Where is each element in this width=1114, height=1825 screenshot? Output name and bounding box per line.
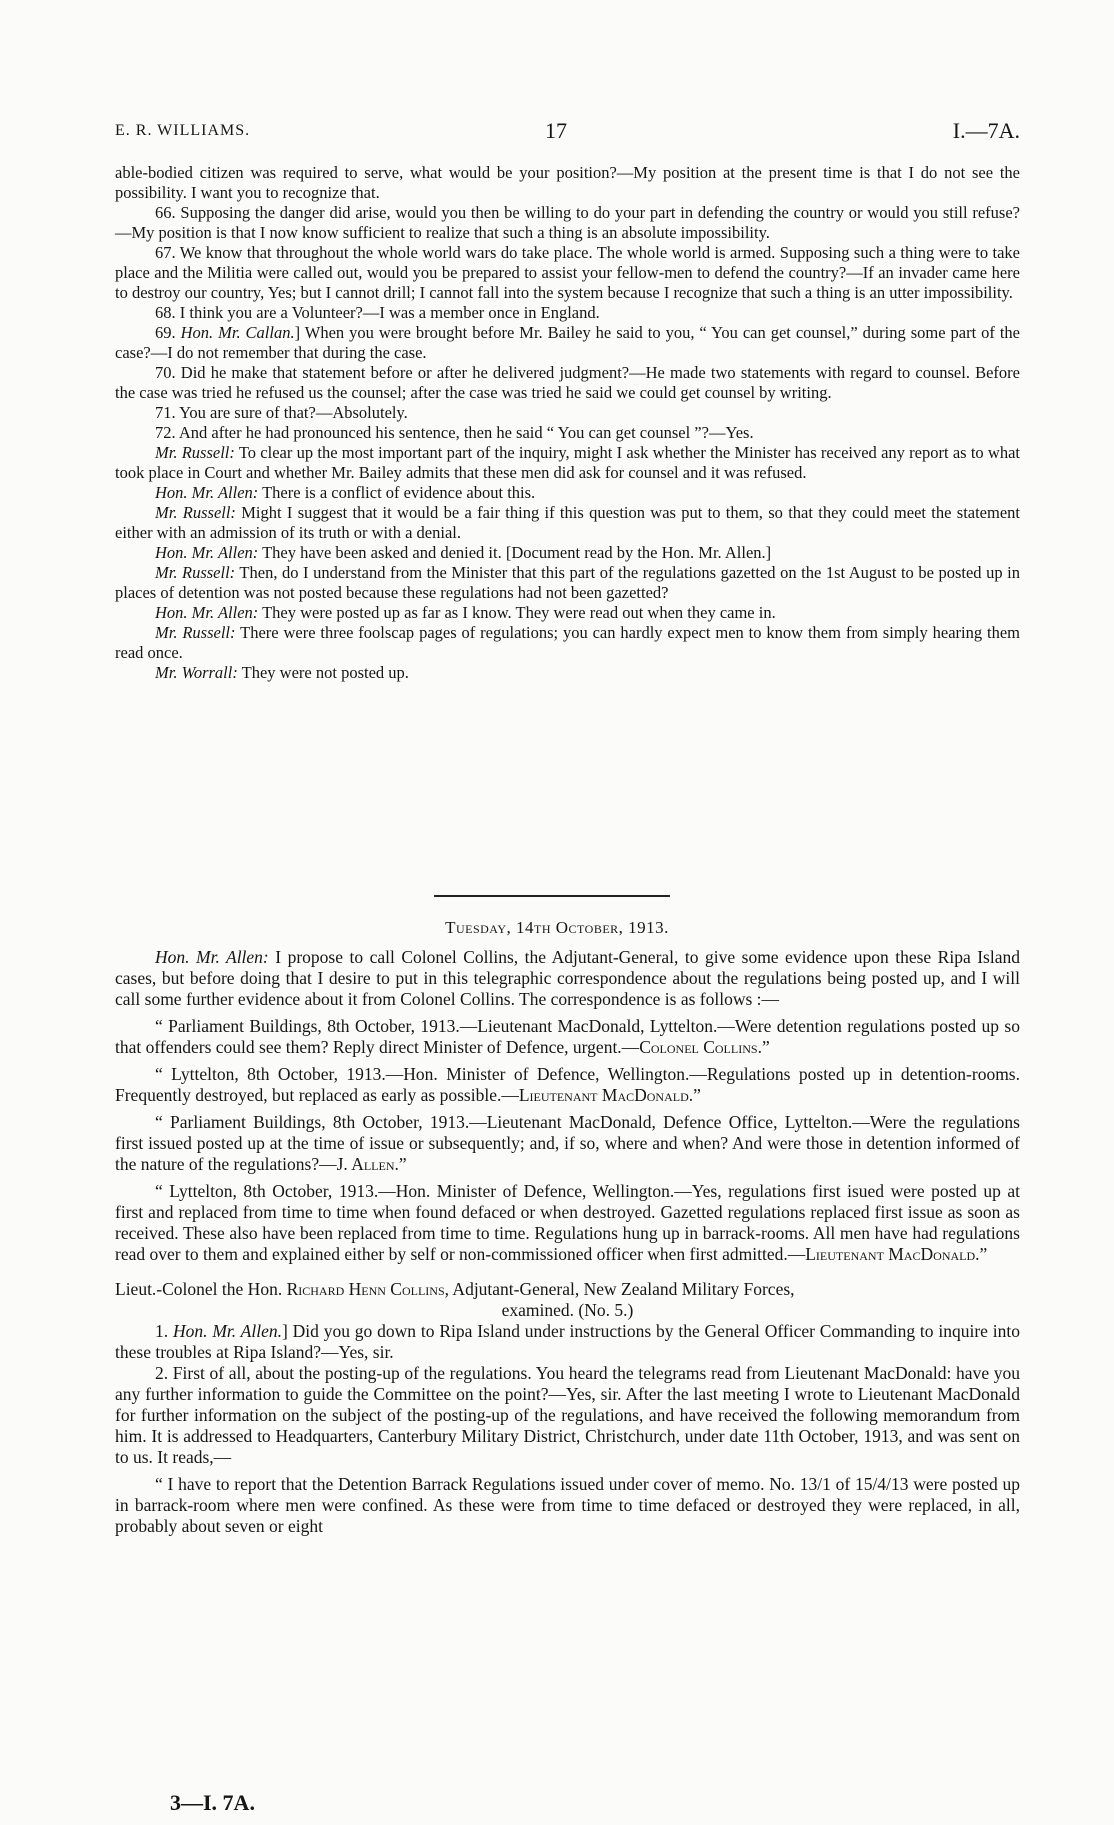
question-answer-paragraph: 71. You are sure of that?—Absolutely. [155, 403, 408, 422]
date-heading: Tuesday, 14th October, 1913. [445, 918, 669, 937]
examined-line: examined. (No. 5.) [501, 1300, 634, 1320]
speaker-name: Hon. Mr. Allen: [155, 483, 259, 502]
question-number: 1. [155, 1321, 173, 1341]
question-answer-paragraph: 72. And after he had pronounced his sentence, then he said “ You can get counsel ”?—Yes. [155, 423, 754, 442]
speaker-name: Hon. Mr. Allen: [155, 603, 259, 622]
speaker-text: ] Did you go down to Ripa Island under instructions by the General Officer Commanding to inquire into these troubles at Ripa Island?—Yes, sir. [115, 1321, 1020, 1362]
telegram-paragraph [115, 1016, 1020, 1058]
question-answer-paragraph: 70. Did he make that statement before or after he delivered judgment?—He made two statements with regard to counsel. Before the case was tried he refused us the counsel; after the case was tried he said we could get counsel by writing. [115, 363, 1020, 402]
witness-title: Lieut.-Colonel the Hon. [115, 1279, 287, 1299]
telegram-text: “ I have to report that the Detention Barrack Regulations issued under cover of memo. No. 13/1 of 15/4/13 were posted up in barrack-room where men were confined. As these were from time to time defaced or destroyed they were replaced, in all, probably about seven or eight [115, 1474, 1020, 1536]
speaker-name: Hon. Mr. Allen: [155, 543, 259, 562]
speaker-text: They were posted up as far as I know. They were read out when they came in. [258, 603, 776, 622]
telegram-signature: Lieutenant MacDonald [518, 1085, 689, 1105]
speaker-paragraph [115, 623, 1020, 663]
speaker-paragraph [115, 947, 1020, 1010]
question-answer-paragraph: 67. We know that throughout the whole world wars do take place. The whole world is armed. Supposing such a thing were to take place and the Militia were called out, would you be prepared to assist your fellow-men to defend the country?—If an invader came here to destroy our country, Yes; but I cannot drill; I cannot fall into the system because I recognize that such a thing is an utter impossibility. [115, 243, 1020, 302]
speaker-text: They were not posted up. [237, 663, 409, 682]
telegram-paragraph [115, 1064, 1020, 1106]
page-number: 17 [545, 118, 567, 143]
speaker-name: Mr. Russell: [155, 623, 236, 642]
speaker-name: Mr. Worrall: [155, 663, 238, 682]
speaker-name: Hon. Mr. Callan. [180, 323, 295, 342]
speaker-paragraph [115, 663, 1020, 683]
telegram-end: .” [394, 1154, 407, 1174]
section-divider [434, 895, 670, 897]
speaker-name: Hon. Mr. Allen: [155, 947, 269, 967]
speaker-text: They have been asked and denied it. [Document read by the Hon. Mr. Allen.] [258, 543, 772, 562]
telegram-signature: J. Allen [336, 1154, 395, 1174]
speaker-paragraph [115, 563, 1020, 603]
speaker-paragraph [115, 323, 1020, 363]
testimony-block-1 [115, 163, 1020, 683]
telegram-text: “ Parliament Buildings, 8th October, 1913.—Lieutenant MacDonald, Defence Office, Lyttelton.—Were the regulations first issued posted up at the time of issue or subsequently; and, if so, where and when? And were those in detention informed of the nature of the regulations?— [115, 1112, 1020, 1174]
witness-office: , Adjutant-General, New Zealand Military Forces, [444, 1279, 795, 1299]
speaker-text: Might I suggest that it would be a fair thing if this question was put to them, so that they could meet the statement either with an admission of its truth or with a denial. [115, 503, 1020, 542]
header-author: E. R. WILLIAMS. [115, 122, 251, 139]
continued-paragraph: able-bodied citizen was required to serve, what would be your position?—My position at the present time is that I do not see the possibility. I want you to recognize that. [115, 163, 1020, 202]
question-answer-paragraph: 66. Supposing the danger did arise, would you then be willing to do your part in defending the country or would you still refuse?—My position is that I now know sufficient to realize that such a thing is an absolute impossibility. [115, 203, 1020, 242]
witness-name: Richard Henn Collins [286, 1279, 445, 1299]
telegram-signature: Colonel Collins [639, 1037, 758, 1057]
speaker-paragraph [115, 603, 1020, 623]
speaker-text: I propose to call Colonel Collins, the Adjutant-General, to give some evidence upon these Ripa Island cases, but before doing that I desire to put in this telegraphic correspondence about the regulations being posted up, and I will call some further evidence about it from Colonel Collins. The correspondence is as follows :— [115, 947, 1020, 1009]
telegram-paragraph [115, 1181, 1020, 1265]
speaker-name: Mr. Russell: [155, 503, 236, 522]
speaker-text: ] When you were brought before Mr. Bailey he said to you, “ You can get counsel,” during some part of the case?—I do not remember that during the case. [115, 323, 1021, 362]
testimony-block-2 [115, 947, 1020, 1537]
speaker-name: Mr. Russell: [155, 563, 236, 582]
telegram-text: “ Lyttelton, 8th October, 1913.—Hon. Minister of Defence, Wellington.—Yes, regulations first isued were posted up at first and replaced from time to time when found defaced or when destroyed. Gazetted regulations replaced first issue as soon as received. These also have been replaced from time to time. Regulations hung up in barrack-rooms. All men have had regulations read over to them and explained either by self or non-commissioned officer when first admitted.— [115, 1181, 1020, 1264]
speaker-text: There were three foolscap pages of regulations; you can hardly expect men to know them from simply hearing them read once. [115, 623, 1020, 662]
question-number: 69. [155, 323, 181, 342]
speaker-text: There is a conflict of evidence about this. [258, 483, 536, 502]
speaker-text: To clear up the most important part of the inquiry, might I ask whether the Minister has received any report as to what took place in Court and whether Mr. Bailey admits that these men did ask for counsel and it was refused. [115, 443, 1021, 482]
question-answer-paragraph: 68. I think you are a Volunteer?—I was a member once in England. [155, 303, 600, 322]
speaker-paragraph [115, 483, 1020, 503]
speaker-paragraph [115, 443, 1020, 483]
witness-heading [115, 1279, 1020, 1300]
speaker-paragraph [115, 1321, 1020, 1363]
question-answer-paragraph: 2. First of all, about the posting-up of the regulations. You heard the telegrams read from Lieutenant MacDonald: have you any further information to guide the Committee on the point?—Yes, sir. After the last meeting I wrote to Lieutenant MacDonald for further information on the subject of the posting-up of the regulations, and have received the following memorandum from him. It is addressed to Headquarters, Canterbury Military District, Christchurch, under date 11th October, 1913, and was sent on to us. It reads,— [115, 1363, 1020, 1467]
telegram-text: “ Lyttelton, 8th October, 1913.—Hon. Minister of Defence, Wellington.—Regulations posted up in detention-rooms. Frequently destroyed, but replaced as early as possible.— [115, 1064, 1020, 1105]
signature-mark: 3—I. 7A. [170, 1790, 255, 1815]
speaker-paragraph [115, 543, 1020, 563]
speaker-text: Then, do I understand from the Minister that this part of the regulations gazetted on the 1st August to be posted up in places of detention was not posted because these regulations had not been gazetted? [115, 563, 1020, 602]
page-header [115, 118, 1020, 148]
telegram-end: .” [975, 1244, 988, 1264]
telegram-end: .” [688, 1085, 701, 1105]
speaker-paragraph [115, 503, 1020, 543]
speaker-name: Hon. Mr. Allen. [172, 1321, 282, 1341]
telegram-paragraph [115, 1474, 1020, 1537]
speaker-name: Mr. Russell: [155, 443, 235, 462]
telegram-paragraph [115, 1112, 1020, 1175]
header-reference: I.—7A. [952, 118, 1020, 143]
telegram-end: .” [757, 1037, 770, 1057]
telegram-text: “ Parliament Buildings, 8th October, 1913.—Lieutenant MacDonald, Lyttelton.—Were detention regulations posted up so that offenders could see them? Reply direct Minister of Defence, urgent.— [115, 1016, 1020, 1057]
telegram-signature: Lieutenant MacDonald [805, 1244, 976, 1264]
